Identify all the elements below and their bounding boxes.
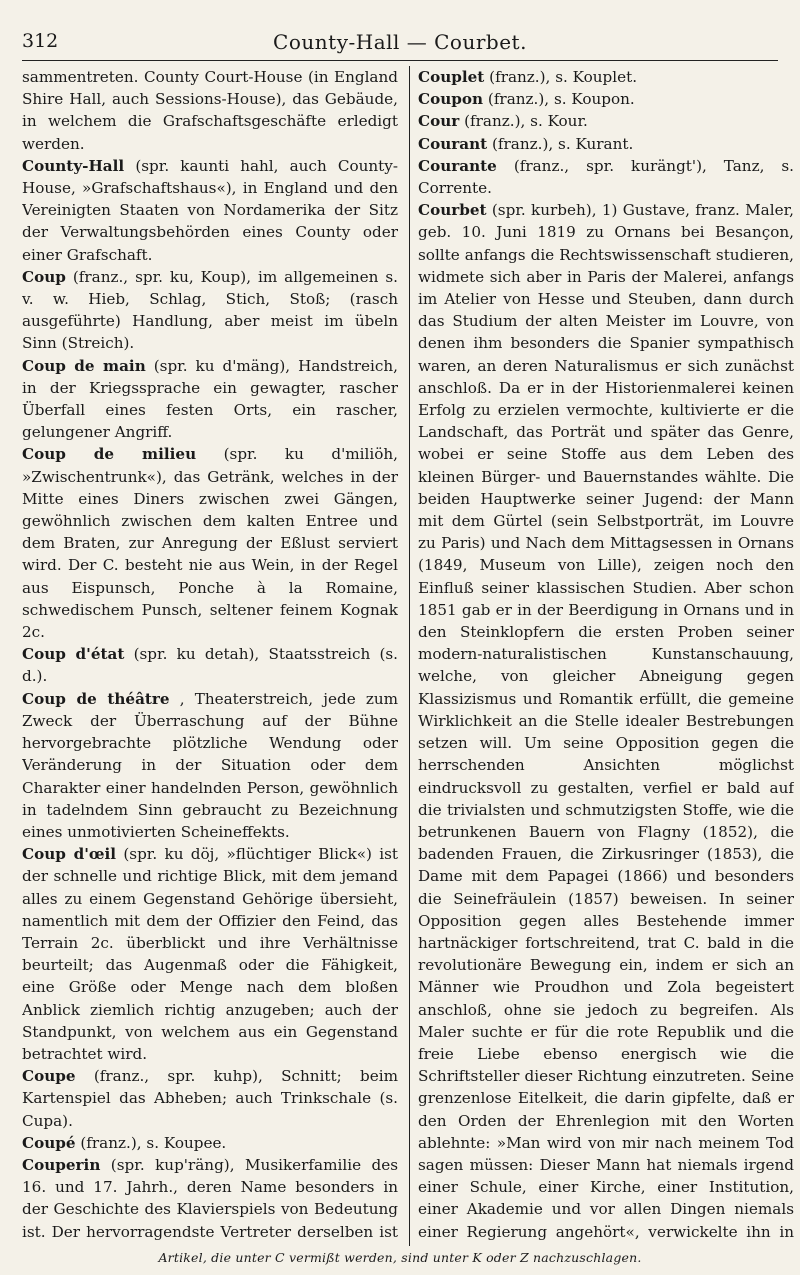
dictionary-entry xyxy=(22,1132,398,1154)
entry-text: (franz.), s. Koupee. xyxy=(80,1133,227,1152)
page-footer: Artikel, die unter C vermißt werden, sind unter K oder Z nachzuschlagen. xyxy=(158,1250,642,1265)
dictionary-entry xyxy=(22,688,398,843)
running-head: County-Hall — Courbet. xyxy=(273,30,527,54)
entry-text: (franz.), s. Kour. xyxy=(464,112,588,131)
entry-headword: Couperin xyxy=(22,1155,101,1174)
entry-text: (spr. kurbeh), 1) Gustave, franz. Maler, geb. 10. Juni 1819 zu Ornans bei Besançon, sollte anfangs die Rechtswissenschaft studieren, widmete sich aber in Paris der Malerei, anfangs im Atelier von Hesse und Steuben, dann durch das Studium der alten Meister im Louvre, von denen ihm besonders die Spanier sympathisch waren, an deren Naturalismus er sich zunächst anschloß. Da er in der Historienmalerei keinen Erfolg zu erzielen vermochte, kultivierte er die Landschaft, das Porträt und später das Genre, wobei er seine Stoffe aus dem Leben des kleinen Bürger- und Bauernstandes wählte. Die beiden Hauptwerke seiner Jugend: der Mann mit dem Gürtel (sein Selbstporträt, im Louvre zu Paris) und Nach dem Mittagsessen in Ornans (1849, Museum von Lille), zeigen noch den Einfluß seiner klassischen Studien. Aber schon 1851 gab er in der Beerdigung in Ornans und in den Steinklopfern die ersten Proben seiner modern-naturalistischen Kunstanschauung, welche, von gleicher Abneigung gegen Klassizismus und Romantik erfüllt, die gemeine Wirklichkeit an die Stelle idealer Bestrebungen setzen will. Um seine Opposition gegen die herrschenden Ansichten möglichst eindrucksvoll zu gestalten, verfiel er bald auf die trivialsten und schmutzigsten Stoffe, wie die betrunkenen Bauern von Flagny (1852), die badenden Frauen, die Zirkusringer (1853), die Dame mit dem Papagei (1866) und besonders die Seinefräulein (1857) beweisen. In seiner Opposition gegen alles Bestehende immer hartnäckiger fortschreitend, trat C. bald in die revolutionäre Bewegung ein, indem er sich an Männer wie Proudhon und Zola begeistert anschloß, ohne sie jedoch zu begreifen. Als Maler suchte er für die rote Republik und die freie Liebe ebenso energisch wie die Schriftsteller dieser Richtung einzutreten. Seine grenzenlose Eitelkeit, die darin gipfelte, daß er den Orden der Ehrenlegion mit den Worten ablehnte: »Man wird von mir nach meinem Tod sagen müssen: Dieser Mann hat niemals irgend einer Schule, einer Kirche, einer Institution, einer Akademie und vor allen Dingen niemals einer Regierung angehört«, verwickelte ihn in xyxy=(418,201,794,1241)
entry-text: (spr. ku döj, »flüchtiger Blick«) ist der schnelle und richtige Blick, mit dem jemand alles zu einem Gegenstand Gehörige übersieht, namentlich mit dem der Offizier den Feind, das Terrain 2c. überblickt und ihre Verhältnisse beurteilt; das Augenmaß oder die Fähigkeit, eine Größe oder Menge nach dem bloßen Anblick ziemlich richtig anzugeben; auch der Standpunkt, von welchem aus ein Gegenstand betrachtet wird. xyxy=(22,845,398,1063)
dictionary-entry xyxy=(22,266,398,355)
entry-headword: Couplet xyxy=(418,68,485,86)
entry-text: sammentreten. County Court-House (in England Shire Hall, auch Sessions-House), das Gebäude, in welchem die Grafschaftsgeschäfte erledigt werden. xyxy=(22,68,398,153)
page-header xyxy=(22,24,778,64)
entry-text: (franz.), s. Koupon. xyxy=(487,90,635,109)
right-column xyxy=(418,66,794,1246)
entry-text: (franz.), s. Kurant. xyxy=(492,134,634,153)
dictionary-entry xyxy=(22,443,398,643)
entry-headword: Cour xyxy=(418,112,460,131)
entry-text: , Theaterstreich, jede zum Zweck der Überraschung auf der Bühne hervorgebrachte plötzliche Wendung oder Veränderung in der Situation oder dem Charakter einer handelnden Person, gewöhnlich in tadelndem Sinn gebraucht zu Bezeichnung eines unmotivierten Scheineffekts. xyxy=(22,689,398,841)
entry-text: (franz., spr. kuhp), Schnitt; beim Kartenspiel das Abheben; auch Trinkschale (s. Cupa). xyxy=(22,1067,398,1130)
dictionary-entry xyxy=(418,155,794,199)
entry-headword: County-Hall xyxy=(22,156,125,175)
dictionary-entry xyxy=(22,66,398,155)
dictionary-entry xyxy=(418,110,794,132)
entry-headword: Coup d'œil xyxy=(22,845,117,864)
entry-headword: Coup de milieu xyxy=(22,445,197,464)
dictionary-entry xyxy=(22,843,398,1065)
dictionary-entry xyxy=(22,1065,398,1132)
entry-text: (franz., spr. kurängt'), Tanz, s. Corrente. xyxy=(418,156,794,198)
entry-headword: Courante xyxy=(418,156,497,175)
entry-headword: Coup xyxy=(22,267,66,286)
entry-headword: Coup de main xyxy=(22,356,146,375)
dictionary-entry xyxy=(418,199,794,1246)
left-column xyxy=(22,66,398,1246)
dictionary-entry xyxy=(22,155,398,266)
header-rule xyxy=(22,60,778,61)
entry-headword: Courant xyxy=(418,134,488,153)
dictionary-entry xyxy=(418,88,794,110)
dictionary-entry xyxy=(22,643,398,687)
entry-text: (spr. kaunti hahl, auch County-House, »Grafschaftshaus«), in England und den Vereinigten Staaten von Nordamerika der Sitz der Verwaltungsbehörden eines County oder einer Grafschaft. xyxy=(22,156,398,264)
entry-text: (spr. ku detah), Staatsstreich (s. d.). xyxy=(22,645,398,686)
entry-headword: Courbet xyxy=(418,201,487,220)
page-number: 312 xyxy=(22,30,59,52)
entry-headword: Coupon xyxy=(418,90,484,109)
entry-text: (spr. ku d'mäng), Handstreich, in der Kriegssprache ein gewagter, rascher Überfall eines festen Orts, ein rascher, gelungener Angriff. xyxy=(22,356,398,442)
entry-headword: Coup d'état xyxy=(22,645,125,664)
dictionary-entry xyxy=(22,1154,398,1246)
entry-text: (spr. ku d'miliöh, »Zwischentrunk«), das Getränk, welches in der Mitte eines Diners zwischen zwei Gängen, gewöhnlich zwischen dem kalten Entree und dem Braten, zur Anregung der Eßlust serviert wird. Der C. besteht nie aus Wein, in der Regel aus Eispunsch, Ponche à la Romaine, schwedischem Punsch, seltener feinem Kognak 2c. xyxy=(22,445,398,642)
dictionary-entry xyxy=(22,355,398,444)
entry-headword: Coup de théâtre xyxy=(22,689,170,708)
entry-headword: Coupe xyxy=(22,1067,76,1086)
entry-text: (franz., spr. ku, Koup), im allgemeinen s. v. w. Hieb, Schlag, Stich, Stoß; (rasch ausgeführte) Handlung, aber meist im übeln Sinn (Streich). xyxy=(22,267,398,353)
column-divider xyxy=(409,66,410,1246)
entry-text: (spr. kup'räng), Musikerfamilie des 16. und 17. Jahrh., deren Name besonders in der Geschichte des Klavierspiels von Bedeutung ist. Der hervorragendste Vertreter derselben ist xyxy=(22,1155,398,1241)
entry-headword: Coupé xyxy=(22,1133,76,1152)
entry-text: (franz.), s. Kouplet. xyxy=(489,68,638,86)
dictionary-entry xyxy=(418,66,794,88)
dictionary-entry xyxy=(418,133,794,155)
